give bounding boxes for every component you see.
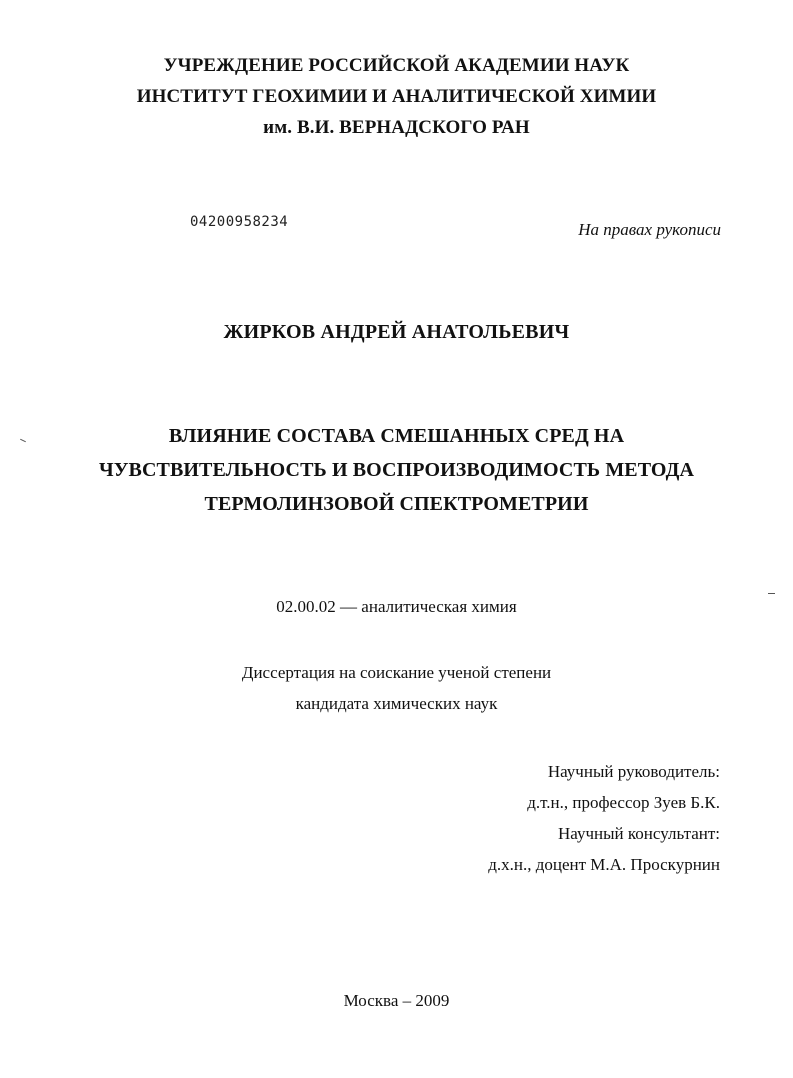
title-line-3: ТЕРМОЛИНЗОВОЙ СПЕКТРОМЕТРИИ (204, 493, 589, 515)
rights-note: На правах рукописи (578, 220, 721, 239)
institution-line-2: ИНСТИТУТ ГЕОХИМИИ И АНАЛИТИЧЕСКОЙ ХИМИИ (136, 86, 657, 107)
scan-mark-right (768, 593, 775, 594)
specialty-code: 02.00.02 — аналитическая химия (276, 597, 517, 616)
degree-line-2: кандидата химических наук (295, 694, 498, 713)
archive-number: 04200958234 (190, 214, 289, 230)
title-line-1: ВЛИЯНИЕ СОСТАВА СМЕШАННЫХ СРЕД НА (168, 425, 625, 447)
author-name: ЖИРКОВ АНДРЕЙ АНАТОЛЬЕВИЧ (223, 321, 570, 343)
institution-line-3: им. В.И. ВЕРНАДСКОГО РАН (263, 117, 530, 138)
supervisor-label: Научный руководитель: (547, 762, 720, 781)
city-year: Москва – 2009 (343, 991, 450, 1010)
consultant-name: д.х.н., доцент М.А. Проскурнин (488, 855, 720, 874)
degree-line-1: Диссертация на соискание ученой степени (241, 663, 552, 682)
supervisor-name: д.т.н., профессор Зуев Б.К. (527, 793, 720, 812)
title-line-2: ЧУВСТВИТЕЛЬНОСТЬ И ВОСПРОИЗВОДИМОСТЬ МЕТОДА (98, 459, 694, 481)
consultant-label: Научный консультант: (558, 824, 720, 843)
institution-line-1: УЧРЕЖДЕНИЕ РОССИЙСКОЙ АКАДЕМИИ НАУК (163, 55, 630, 76)
